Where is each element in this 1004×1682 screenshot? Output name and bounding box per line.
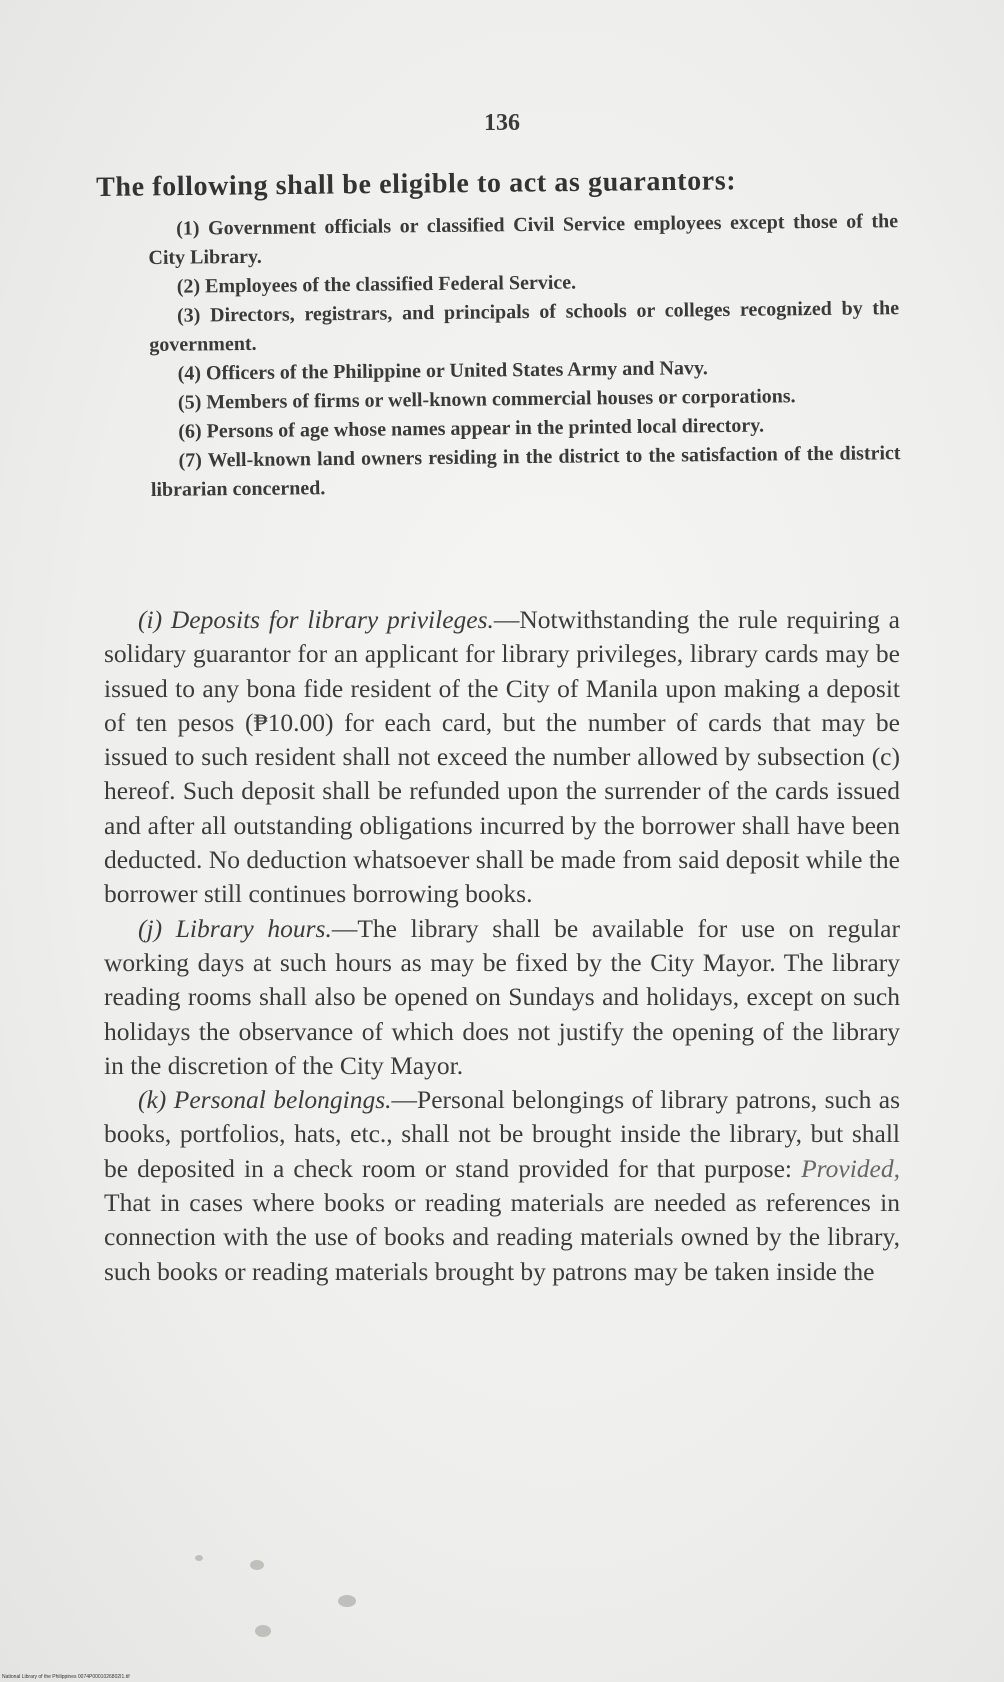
guarantors-heading: The following shall be eligible to act as guarantors: [96, 165, 737, 203]
body-text [104, 603, 900, 1289]
section-label: (k) [138, 1085, 167, 1115]
section-library-hours [104, 912, 900, 1083]
scan-footer: National Library of the Philippines 0074P0001026802I1.tif [2, 1674, 130, 1680]
list-item: (2) Employees of the classified Federal Service. [176, 271, 577, 298]
section-text: —Personal belongings of library patrons, such as books, portfolios, hats, etc., shall not be brought inside the library, but shall be deposited in a check room or stand provided for that purpose: [104, 1085, 900, 1183]
section-personal-belongings [104, 1083, 900, 1289]
ink-smudge [250, 1560, 264, 1570]
ink-smudge [338, 1595, 356, 1607]
ink-smudge [255, 1625, 271, 1637]
section-text-continued: That in cases where books or reading materials are needed as references in connection with the use of books and reading materials owned by the library, such books or reading materials brought by patrons may be taken inside the [104, 1188, 900, 1286]
section-title: Library hours. [175, 913, 332, 943]
section-text: —Notwithstanding the rule requiring a solidary guarantor for an applicant for library privileges, library cards may be issued to any bona fide resident of the City of Manila upon making a deposit of ten pesos (₱10.00) for each card, but the number of cards that may be issued to such resident shall not exceed the number allowed by subsection (c) hereof. Such deposit shall be refunded upon the surrender of the cards issued and after all outstanding obligations incurred by the borrower shall have been deducted. No deduction whatsoever shall be made from said deposit while the borrower still continues borrowing books. [104, 605, 900, 909]
list-item: (7) Well-known land owners residing in the district to the satisfaction of the district librarian concerned. [150, 442, 901, 501]
section-text: —The library shall be available for use on regular working days at such hours as may be fixed by the City Mayor. The library reading rooms shall also be opened on Sundays and holidays, except on such holidays the observance of which does not justify the opening of the library in the discretion of the City Mayor. [104, 913, 900, 1080]
list-item: (5) Members of firms or well-known commercial houses or corporations. [177, 385, 796, 414]
list-item: (1) Government officials or classified Civil Service employees except those of the City Library. [148, 210, 899, 269]
list-item: (3) Directors, registrars, and principals of schools or colleges recognized by the government. [149, 297, 900, 356]
list-item: (4) Officers of the Philippine or United States Army and Navy. [177, 357, 708, 385]
list-item: (6) Persons of age whose names appear in the printed local directory. [178, 414, 765, 443]
page-number: 136 [484, 110, 520, 136]
section-label: (i) [138, 605, 163, 634]
section-title: Personal belongings. [173, 1085, 392, 1115]
guarantors-list [148, 207, 901, 505]
ink-smudge [195, 1555, 203, 1561]
proviso: Provided, [801, 1153, 900, 1183]
section-deposits [104, 603, 900, 912]
section-title: Deposits for library privileges. [170, 605, 494, 634]
section-label: (j) [138, 913, 163, 943]
